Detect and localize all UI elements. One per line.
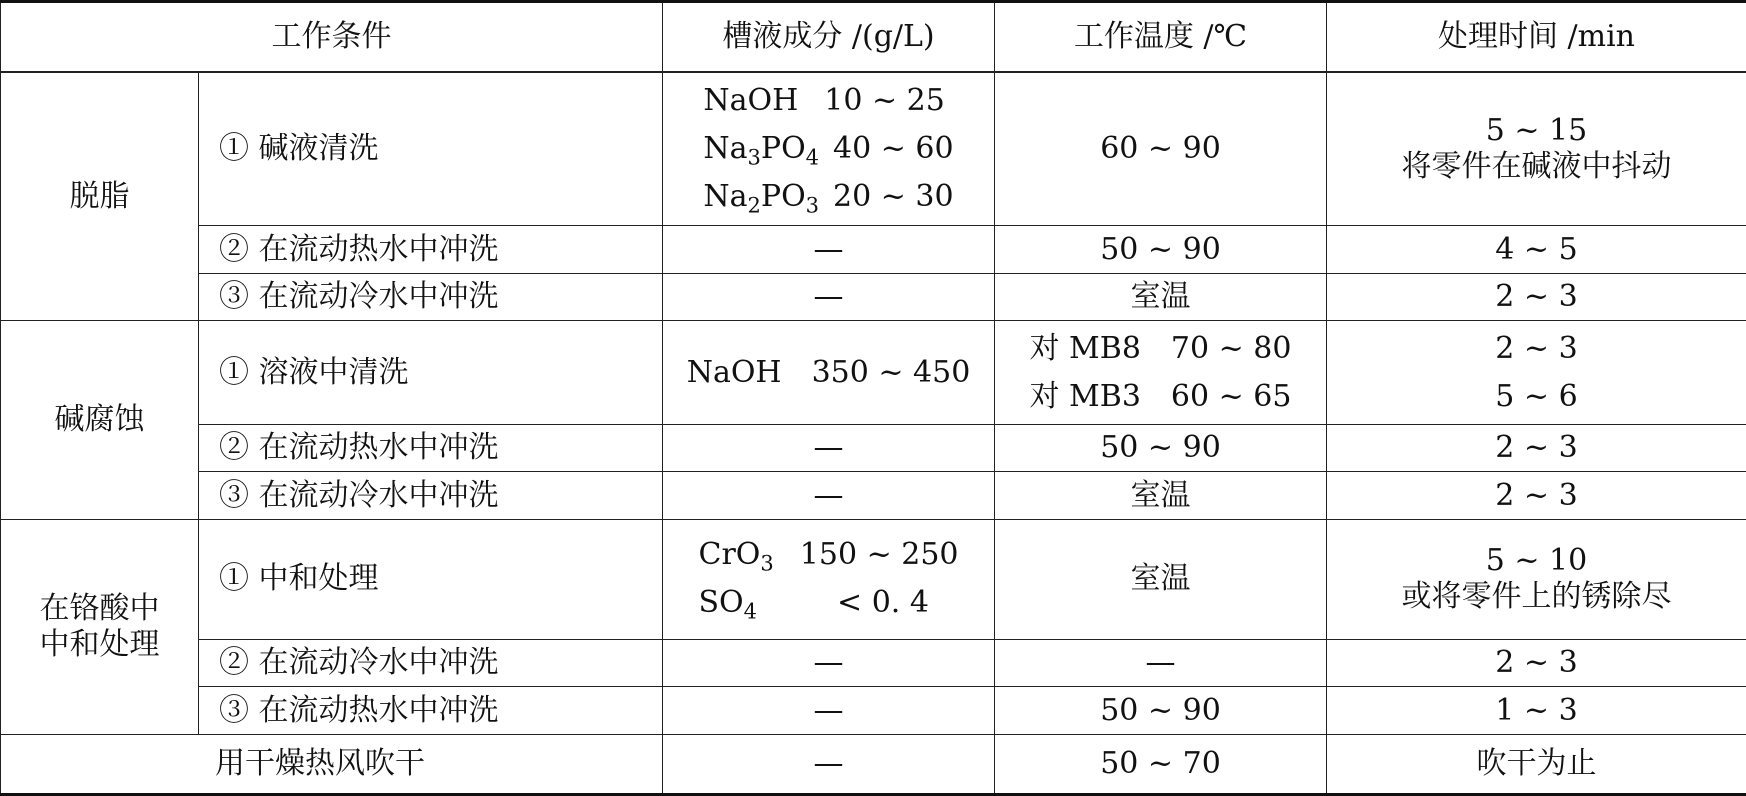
time-line: 5 ~ 10 [1485,543,1588,579]
table-row [1,734,1746,794]
composition-cell: NaOH 350 ~ 450 [663,321,995,424]
formula-range: 10 ~ 25 [824,83,945,119]
formula-part: PO [760,179,806,215]
step-label: ③ 在流动冷水中冲洗 [199,472,663,520]
composition-cell: — [663,424,995,472]
section-neutralize [1,519,199,734]
subscript: 3 [805,193,820,218]
formula-line [699,531,959,579]
composition-cell: — [663,734,995,794]
formula-range: 20 ~ 30 [833,179,954,215]
step-label: ② 在流动热水中冲洗 [199,424,663,472]
section-name-line: 中和处理 [39,626,160,662]
time-cell: 2 ~ 3 [1327,639,1746,687]
time-cell: 2 ~ 3 [1327,273,1746,321]
time-cell: 吹干为止 [1327,734,1746,794]
formula-line [703,125,953,173]
composition-formulas [703,77,953,221]
temperature-line: 对 MB8 70 ~ 80 [1029,330,1292,366]
temperature-cell: — [995,639,1327,687]
time-line: 2 ~ 3 [1495,330,1578,366]
time-line: 5 ~ 6 [1495,378,1578,414]
temperature-cell [995,321,1327,424]
temperature-cell: 室温 [995,519,1327,639]
table-row [1,519,1746,639]
composition-cell: — [663,273,995,321]
temperature-cell: 室温 [995,273,1327,321]
formula-na3po4: Na [703,131,748,167]
header-time: 处理时间 /min [1327,2,1746,72]
table-row [1,472,1746,520]
time-cell [1327,72,1746,226]
time-cell: 4 ~ 5 [1327,226,1746,274]
table-row [1,424,1746,472]
formula-range: < 0. 4 [837,585,929,621]
header-conditions: 工作条件 [1,2,663,72]
composition-cell: — [663,472,995,520]
section-name-line: 在铬酸中 [39,590,160,626]
step-label: ① 碱液清洗 [199,72,663,226]
table-row [1,687,1746,735]
header-temperature: 工作温度 /℃ [995,2,1327,72]
formula-cro3: CrO [698,537,761,573]
formula-so4: SO [698,585,744,621]
formula-na2po3: Na [703,179,748,215]
composition-cell: — [663,639,995,687]
step-label: ① 溶液中清洗 [199,321,663,424]
formula-range: 40 ~ 60 [833,131,954,167]
temperature-cell: 室温 [995,472,1327,520]
temperature-line: 对 MB3 60 ~ 65 [1029,378,1292,414]
step-label: ③ 在流动热水中冲洗 [199,687,663,735]
formula-naoh: NaOH [703,83,799,119]
table-row [1,639,1746,687]
step-label: ② 在流动热水中冲洗 [199,226,663,274]
composition-cell: — [663,226,995,274]
temperature-cell: 50 ~ 70 [995,734,1327,794]
table-row [1,321,1746,424]
formula-line [703,173,953,221]
table-row [1,72,1746,226]
subscript: 3 [760,551,774,576]
temperature-cell: 50 ~ 90 [995,424,1327,472]
temperature-cell: 50 ~ 90 [995,687,1327,735]
subscript: 3 [747,145,761,170]
table-row [1,226,1746,274]
subscript: 4 [743,599,758,624]
time-line: 5 ~ 15 [1485,113,1588,149]
time-cell: 2 ~ 3 [1327,472,1746,520]
temperature-cell: 60 ~ 90 [995,72,1327,226]
header-composition: 槽液成分 /(g/L) [663,2,995,72]
step-label: ① 中和处理 [199,519,663,639]
time-cell: 2 ~ 3 [1327,424,1746,472]
subscript: 4 [805,145,820,170]
header-row [1,2,1746,72]
step-label: ② 在流动冷水中冲洗 [199,639,663,687]
formula-line [699,579,959,627]
time-note: 或将零件上的锈除尽 [1401,579,1672,615]
composition-cell: — [663,687,995,735]
temperature-cell: 50 ~ 90 [995,226,1327,274]
composition-cell [663,72,995,226]
step-label: 用干燥热风吹干 [1,734,663,794]
subscript: 2 [747,193,761,218]
section-degrease: 脱脂 [1,72,199,321]
formula-range: 150 ~ 250 [799,537,959,573]
time-note: 将零件在碱液中抖动 [1401,149,1672,185]
table-row [1,273,1746,321]
composition-cell [663,519,995,639]
composition-formulas [699,531,959,627]
time-cell [1327,321,1746,424]
section-etch: 碱腐蚀 [1,321,199,519]
step-label: ③ 在流动冷水中冲洗 [199,273,663,321]
time-cell: 1 ~ 3 [1327,687,1746,735]
time-cell [1327,519,1746,639]
formula-part: PO [760,131,806,167]
formula-line [703,77,953,125]
